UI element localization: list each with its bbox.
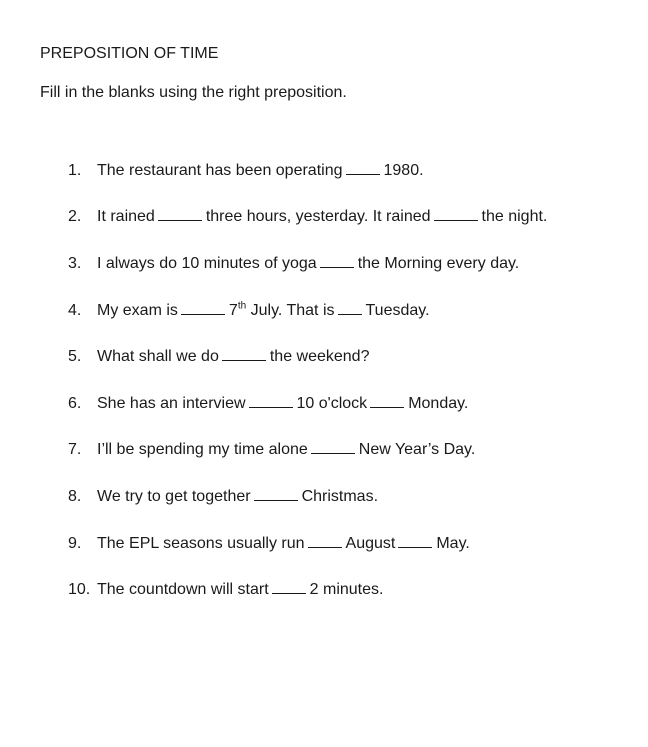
text: The countdown will start	[97, 581, 269, 598]
text: three hours, yesterday. It rained	[205, 208, 431, 225]
text: the weekend?	[269, 348, 370, 365]
text: She has an interview	[97, 395, 246, 412]
text: 7	[228, 302, 238, 319]
instructions: Fill in the blanks using the right preposition.	[40, 84, 347, 101]
question-6	[68, 392, 468, 414]
worksheet-title: PREPOSITION OF TIME	[40, 45, 219, 62]
question-number: 3.	[68, 255, 82, 272]
blank[interactable]	[346, 159, 380, 175]
text: We try to get together	[97, 488, 251, 505]
blank[interactable]	[249, 392, 293, 408]
question-9	[68, 532, 470, 554]
blank[interactable]	[222, 345, 266, 361]
text: the night.	[481, 208, 548, 225]
question-number: 7.	[68, 441, 82, 458]
text: The EPL seasons usually run	[97, 535, 305, 552]
text: Tuesday.	[365, 302, 430, 319]
blank[interactable]	[311, 438, 355, 454]
blank[interactable]	[338, 299, 362, 315]
question-1	[68, 159, 424, 181]
blank[interactable]	[398, 532, 432, 548]
blank[interactable]	[254, 485, 298, 501]
question-number: 8.	[68, 488, 82, 505]
question-number: 6.	[68, 395, 82, 412]
blank[interactable]	[320, 252, 354, 268]
question-2	[68, 205, 547, 227]
text: New Year’s Day.	[358, 441, 476, 458]
blank[interactable]	[181, 299, 225, 315]
question-number: 2.	[68, 208, 82, 225]
text: August	[345, 535, 396, 552]
question-10	[68, 578, 383, 600]
text: It rained	[97, 208, 155, 225]
text: 2 minutes.	[309, 581, 384, 598]
question-number: 5.	[68, 348, 82, 365]
text: What shall we do	[97, 348, 219, 365]
superscript: th	[237, 300, 247, 312]
blank[interactable]	[272, 578, 306, 594]
question-number: 1.	[68, 162, 82, 179]
text: 1980.	[383, 162, 424, 179]
question-number: 4.	[68, 302, 82, 319]
question-7	[68, 438, 475, 460]
text: the Morning every day.	[357, 255, 520, 272]
text: Christmas.	[301, 488, 379, 505]
question-3	[68, 252, 519, 274]
blank[interactable]	[158, 205, 202, 221]
question-5	[68, 345, 369, 367]
text: 10 o'clock	[296, 395, 368, 412]
blank[interactable]	[370, 392, 404, 408]
text: My exam is	[97, 302, 178, 319]
text: I’ll be spending my time alone	[97, 441, 308, 458]
question-4	[68, 299, 430, 321]
blank[interactable]	[434, 205, 478, 221]
blank[interactable]	[308, 532, 342, 548]
question-8	[68, 485, 378, 507]
text: Monday.	[408, 395, 469, 412]
question-number: 9.	[68, 535, 82, 552]
text: May.	[436, 535, 470, 552]
text: The restaurant has been operating	[97, 162, 343, 179]
text: I always do 10 minutes of yoga	[97, 255, 317, 272]
text: July. That is	[250, 302, 335, 319]
question-number: 10.	[68, 581, 91, 598]
